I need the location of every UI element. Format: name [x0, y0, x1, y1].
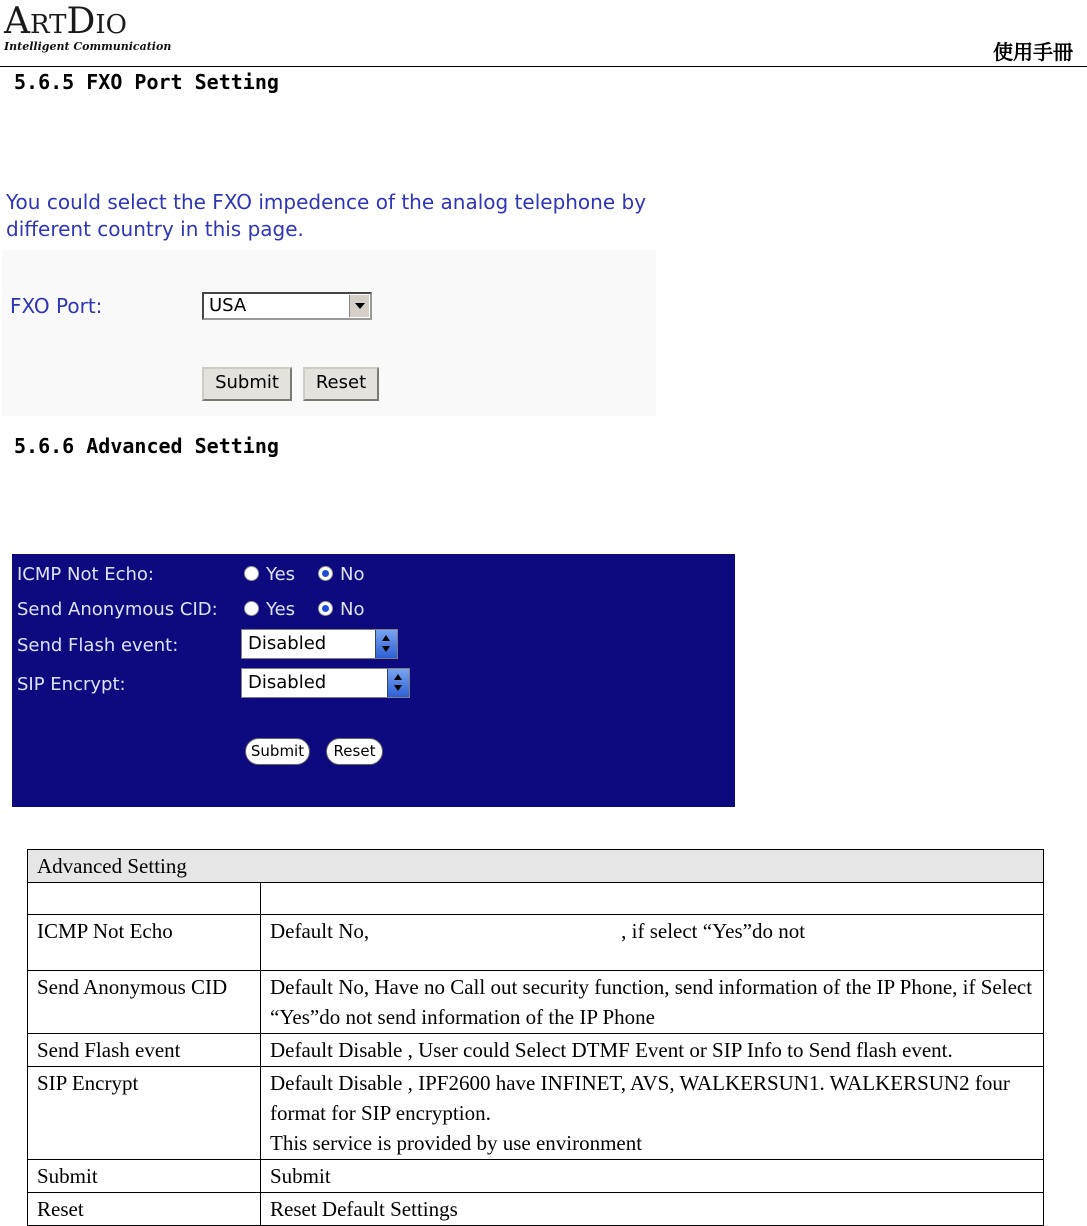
table-cell-desc — [261, 1067, 1044, 1160]
fxo-port-value: USA — [209, 295, 247, 316]
spinner-arrows-icon[interactable] — [387, 669, 409, 697]
manual-label: 使用手冊 — [993, 40, 1073, 64]
sip-encrypt-desc-line: Default Disable , IPF2600 have INFINET, AVS, WALKERSUN1. WALKERSUN2 four format for SIP encryption. — [270, 1071, 1010, 1125]
table-header-cell: Advanced Setting — [28, 850, 1044, 883]
icmp-yes-label: Yes — [266, 564, 296, 585]
header-divider — [0, 66, 1087, 67]
table-row — [28, 1193, 1044, 1226]
table-cell-name: Send Anonymous CID — [28, 971, 261, 1034]
logo-tagline: Intelligent Communication — [4, 40, 172, 53]
table-cell — [28, 883, 261, 915]
sip-encrypt-select[interactable] — [241, 668, 410, 698]
flash-event-value: Disabled — [248, 633, 327, 654]
icmp-yes-radio[interactable] — [244, 566, 259, 581]
fxo-section-title: 5.6.5 FXO Port Setting — [14, 70, 279, 94]
fxo-port-select[interactable] — [202, 292, 372, 320]
logo-wordmark: ARTDIO — [4, 1, 127, 42]
send-flash-event-label: Send Flash event: — [17, 635, 179, 656]
table-cell-name: Reset — [28, 1193, 261, 1226]
table-row — [28, 1034, 1044, 1067]
artdio-logo — [4, 2, 174, 58]
advanced-reset-button[interactable]: Reset — [326, 738, 383, 765]
advanced-setting-table — [27, 849, 1044, 1226]
table-cell-name: ICMP Not Echo — [28, 915, 261, 971]
icmp-not-echo-label: ICMP Not Echo: — [17, 564, 154, 585]
icmp-no-label: No — [340, 564, 365, 585]
table-cell-desc: Reset Default Settings — [261, 1193, 1044, 1226]
fxo-intro-text: You could select the FXO impedence of the analog telephone by different country in this page. — [6, 190, 647, 241]
anon-no-label: No — [340, 599, 365, 620]
icmp-no-radio[interactable] — [318, 566, 333, 581]
advanced-settings-panel — [12, 554, 735, 807]
table-row — [28, 883, 1044, 915]
fxo-reset-button[interactable]: Reset — [303, 367, 379, 401]
sip-encrypt-value: Disabled — [248, 672, 327, 693]
spinner-arrows-icon[interactable] — [375, 630, 397, 658]
fxo-submit-button[interactable]: Submit — [202, 367, 292, 401]
flash-event-select[interactable] — [241, 629, 398, 659]
sip-encrypt-desc-line: This service is provided by use environment — [270, 1131, 643, 1155]
table-cell-name: Send Flash event — [28, 1034, 261, 1067]
table-cell-desc: Default No, Have no Call out security function, send information of the IP Phone, if Select “Yes”do not send information of the IP Phone — [261, 971, 1044, 1034]
send-anonymous-cid-label: Send Anonymous CID: — [17, 599, 218, 620]
table-header-row — [28, 850, 1044, 883]
table-cell-name: SIP Encrypt — [28, 1067, 261, 1160]
table-cell-desc: Submit — [261, 1160, 1044, 1193]
anon-yes-radio[interactable] — [244, 601, 259, 616]
table-row — [28, 1160, 1044, 1193]
chevron-down-icon[interactable] — [349, 295, 369, 317]
advanced-submit-button[interactable]: Submit — [245, 738, 310, 765]
table-cell — [261, 883, 1044, 915]
advanced-section-title: 5.6.6 Advanced Setting — [14, 434, 279, 458]
table-cell-desc: Default No, , if select “Yes”do not — [261, 915, 1044, 971]
anon-no-radio[interactable] — [318, 601, 333, 616]
table-cell-desc: Default Disable , User could Select DTMF Event or SIP Info to Send flash event. — [261, 1034, 1044, 1067]
table-row — [28, 1067, 1044, 1160]
table-row — [28, 915, 1044, 971]
sip-encrypt-label: SIP Encrypt: — [17, 674, 126, 695]
fxo-port-label: FXO Port: — [10, 294, 103, 318]
fxo-settings-panel — [2, 250, 656, 416]
table-row — [28, 971, 1044, 1034]
table-cell-name: Submit — [28, 1160, 261, 1193]
anon-yes-label: Yes — [266, 599, 296, 620]
